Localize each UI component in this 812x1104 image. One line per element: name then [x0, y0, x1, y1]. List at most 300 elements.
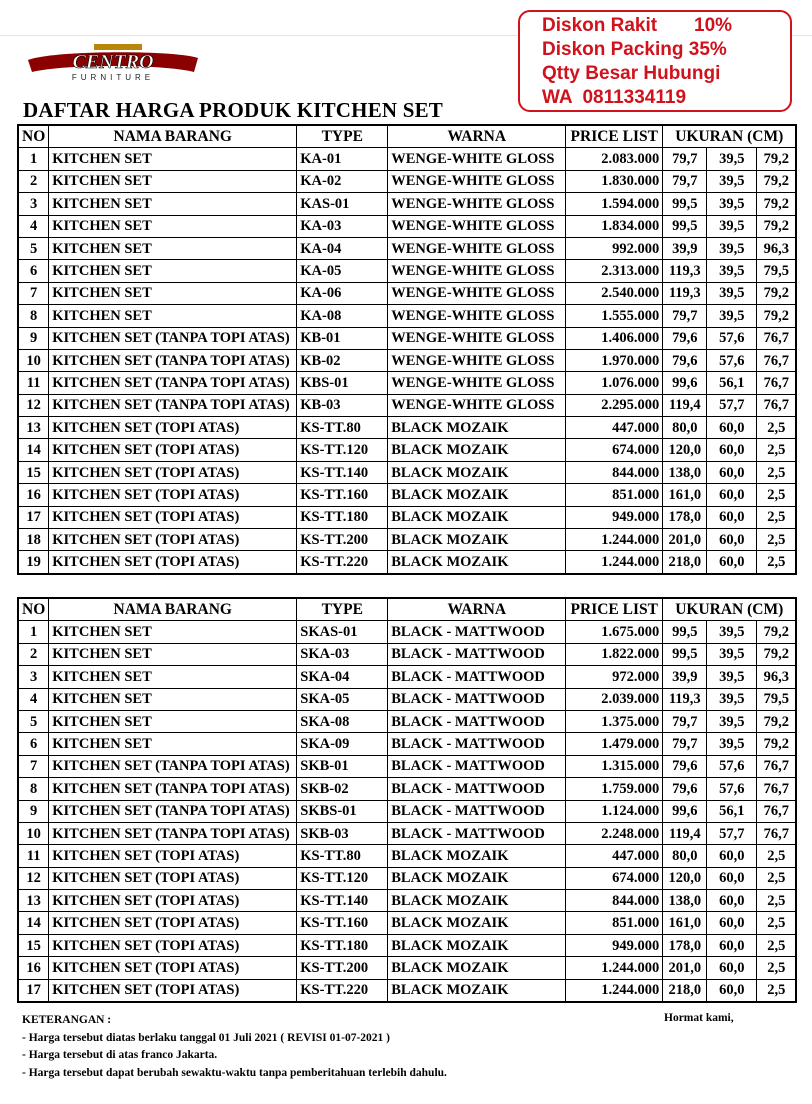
cell-price: 2.540.000	[566, 283, 663, 305]
cell-no: 5	[19, 238, 49, 260]
header-type: TYPE	[297, 126, 388, 148]
cell-height: 76,7	[757, 756, 795, 778]
header-color: WARNA	[388, 126, 566, 148]
cell-width: 60,0	[707, 868, 757, 890]
cell-type: KA-08	[297, 305, 388, 327]
cell-color: BLACK - MATTWOOD	[388, 666, 566, 688]
cell-name: KITCHEN SET (TOPI ATAS)	[49, 417, 297, 439]
cell-price: 992.000	[566, 238, 663, 260]
cell-name: KITCHEN SET (TOPI ATAS)	[49, 507, 297, 529]
brand-logo	[24, 42, 202, 82]
cell-price: 674.000	[566, 439, 663, 461]
cell-color: BLACK MOZAIK	[388, 912, 566, 934]
cell-name: KITCHEN SET (TANPA TOPI ATAS)	[49, 823, 297, 845]
cell-no: 6	[19, 733, 49, 755]
cell-color: WENGE-WHITE GLOSS	[388, 372, 566, 394]
cell-type: KS-TT.180	[297, 935, 388, 957]
cell-name: KITCHEN SET (TOPI ATAS)	[49, 957, 297, 979]
page-title: DAFTAR HARGA PRODUK KITCHEN SET	[23, 98, 444, 122]
cell-color: BLACK MOZAIK	[388, 980, 566, 1001]
cell-color: BLACK MOZAIK	[388, 845, 566, 867]
cell-price: 1.759.000	[566, 778, 663, 800]
table-header-row	[19, 126, 795, 148]
table-row	[19, 439, 795, 461]
cell-type: KA-04	[297, 238, 388, 260]
cell-price: 1.479.000	[566, 733, 663, 755]
cell-color: BLACK MOZAIK	[388, 868, 566, 890]
cell-name: KITCHEN SET (TANPA TOPI ATAS)	[49, 756, 297, 778]
footer-notes	[22, 1012, 447, 1082]
table-row	[19, 890, 795, 912]
cell-name: KITCHEN SET	[49, 216, 297, 238]
cell-no: 10	[19, 350, 49, 372]
cell-length: 79,7	[663, 711, 707, 733]
table-row	[19, 733, 795, 755]
cell-width: 39,5	[707, 193, 757, 215]
cell-type: KS-TT.80	[297, 417, 388, 439]
cell-no: 12	[19, 395, 49, 417]
cell-color: WENGE-WHITE GLOSS	[388, 328, 566, 350]
price-table-wenge	[17, 124, 797, 575]
cell-length: 178,0	[663, 507, 707, 529]
table-row	[19, 171, 795, 193]
cell-height: 2,5	[757, 484, 795, 506]
cell-name: KITCHEN SET (TANPA TOPI ATAS)	[49, 395, 297, 417]
cell-height: 2,5	[767, 554, 786, 571]
cell-width: 39,5	[707, 621, 757, 643]
cell-width: 57,6	[707, 350, 757, 372]
cell-width: 39,5	[707, 711, 757, 733]
cell-name: KITCHEN SET (TANPA TOPI ATAS)	[49, 350, 297, 372]
cell-name: KITCHEN SET	[49, 305, 297, 327]
table-row	[19, 507, 795, 529]
cell-no: 4	[19, 216, 49, 238]
cell-width: 39,5	[707, 305, 757, 327]
table-row	[19, 711, 795, 733]
cell-no: 17	[19, 507, 49, 529]
cell-no: 11	[19, 372, 49, 394]
cell-name: KITCHEN SET	[49, 644, 297, 666]
cell-length: 119,3	[663, 689, 707, 711]
table-row	[19, 484, 795, 506]
header-no: NO	[19, 126, 49, 148]
cell-length: 99,5	[663, 216, 707, 238]
cell-price: 1.244.000	[566, 551, 663, 572]
cell-price: 2.083.000	[566, 148, 663, 170]
table-header-row	[19, 599, 795, 621]
table-row	[19, 372, 795, 394]
cell-length: 119,4	[663, 823, 707, 845]
cell-color: WENGE-WHITE GLOSS	[388, 238, 566, 260]
cell-height: 79,2	[757, 193, 795, 215]
cell-color: BLACK MOZAIK	[388, 462, 566, 484]
cell-color: BLACK MOZAIK	[388, 957, 566, 979]
cell-no: 9	[19, 328, 49, 350]
cell-color: BLACK MOZAIK	[388, 551, 566, 572]
cell-color: BLACK - MATTWOOD	[388, 778, 566, 800]
cell-length: 79,6	[663, 350, 707, 372]
cell-color: WENGE-WHITE GLOSS	[388, 305, 566, 327]
cell-height: 79,2	[757, 283, 795, 305]
cell-color: WENGE-WHITE GLOSS	[388, 395, 566, 417]
cell-type: KB-02	[297, 350, 388, 372]
cell-length: 39,9	[663, 666, 707, 688]
cell-height: 2,5	[757, 845, 795, 867]
cell-width: 60,0	[707, 912, 757, 934]
cell-height: 76,7	[757, 328, 795, 350]
cell-color: BLACK MOZAIK	[388, 439, 566, 461]
cell-length: 79,6	[663, 778, 707, 800]
cell-name: KITCHEN SET (TOPI ATAS)	[49, 912, 297, 934]
cell-price: 972.000	[566, 666, 663, 688]
note-line: - Harga tersebut diatas berlaku tanggal 01 Juli 2021 ( REVISI 01-07-2021 )	[22, 1031, 391, 1044]
cell-color: BLACK - MATTWOOD	[388, 733, 566, 755]
cell-type: KS-TT.120	[297, 868, 388, 890]
table-row	[19, 260, 795, 282]
cell-price: 2.313.000	[566, 260, 663, 282]
cell-no: 14	[19, 912, 49, 934]
cell-height: 2,5	[757, 529, 795, 551]
cell-name: KITCHEN SET (TANPA TOPI ATAS)	[49, 778, 297, 800]
cell-length: 120,0	[663, 439, 707, 461]
cell-color: BLACK - MATTWOOD	[388, 801, 566, 823]
cell-type: SKA-09	[297, 733, 388, 755]
discount-notice	[518, 10, 792, 112]
cell-width: 60,0	[707, 957, 757, 979]
cell-width: 39,5	[707, 260, 757, 282]
table-row	[19, 216, 795, 238]
header-price: PRICE LIST	[566, 126, 663, 148]
cell-height: 79,5	[757, 689, 795, 711]
cell-no: 8	[19, 305, 49, 327]
cell-no: 13	[19, 417, 49, 439]
svg-text:CENTRO: CENTRO	[72, 51, 154, 73]
table-row	[19, 551, 795, 572]
cell-no: 16	[19, 957, 49, 979]
cell-price: 851.000	[566, 484, 663, 506]
cell-length: 161,0	[663, 912, 707, 934]
cell-type: KS-TT.180	[297, 507, 388, 529]
cell-height: 79,2	[757, 621, 795, 643]
cell-height: 2,5	[757, 868, 795, 890]
cell-width: 57,7	[707, 395, 757, 417]
cell-no: 9	[19, 801, 49, 823]
cell-length: 79,6	[663, 328, 707, 350]
cell-length: 119,4	[663, 395, 707, 417]
promo-line: Qtty Besar Hubungi	[542, 63, 721, 84]
cell-width: 56,1	[707, 801, 757, 823]
header-name: NAMA BARANG	[49, 126, 297, 148]
cell-name: KITCHEN SET (TOPI ATAS)	[49, 845, 297, 867]
cell-name: KITCHEN SET (TOPI ATAS)	[49, 529, 297, 551]
table-row	[19, 666, 795, 688]
cell-length: 99,6	[663, 801, 707, 823]
cell-price: 1.970.000	[566, 350, 663, 372]
cell-no: 7	[19, 756, 49, 778]
cell-no: 12	[19, 868, 49, 890]
cell-length: 80,0	[663, 845, 707, 867]
cell-color: WENGE-WHITE GLOSS	[388, 283, 566, 305]
cell-color: WENGE-WHITE GLOSS	[388, 148, 566, 170]
cell-length: 79,7	[663, 148, 707, 170]
cell-price: 844.000	[566, 890, 663, 912]
cell-price: 1.244.000	[566, 957, 663, 979]
cell-color: WENGE-WHITE GLOSS	[388, 216, 566, 238]
cell-no: 10	[19, 823, 49, 845]
header-size: UKURAN (CM)	[663, 126, 795, 148]
cell-color: BLACK MOZAIK	[388, 529, 566, 551]
cell-height: 2,5	[757, 417, 795, 439]
cell-price: 447.000	[566, 845, 663, 867]
cell-width: 60,0	[707, 935, 757, 957]
cell-type: KS-TT.200	[297, 529, 388, 551]
cell-color: BLACK - MATTWOOD	[388, 644, 566, 666]
cell-no: 6	[19, 260, 49, 282]
cell-price: 1.822.000	[566, 644, 663, 666]
table-row	[19, 148, 795, 170]
promo-line: WA 0811334119	[542, 87, 687, 108]
table-row	[19, 756, 795, 778]
cell-price: 447.000	[566, 417, 663, 439]
cell-length: 79,7	[663, 733, 707, 755]
cell-height: 79,5	[757, 260, 795, 282]
header-size: UKURAN (CM)	[663, 599, 795, 621]
cell-color: WENGE-WHITE GLOSS	[388, 171, 566, 193]
notes-label: KETERANGAN :	[22, 1014, 112, 1026]
cell-width: 57,7	[707, 823, 757, 845]
table-row	[19, 644, 795, 666]
cell-length: 99,5	[663, 193, 707, 215]
cell-price: 2.039.000	[566, 689, 663, 711]
cell-type: KS-TT.160	[297, 912, 388, 934]
cell-no: 1	[19, 621, 49, 643]
cell-height: 2,5	[757, 935, 795, 957]
cell-height: 96,3	[757, 666, 795, 688]
cell-width: 60,0	[707, 417, 757, 439]
cell-name: KITCHEN SET	[49, 689, 297, 711]
cell-height: 76,7	[757, 395, 795, 417]
cell-length: 161,0	[663, 484, 707, 506]
cell-no: 1	[19, 148, 49, 170]
cell-type: KS-TT.220	[297, 980, 388, 1001]
cell-type: KS-TT.120	[297, 439, 388, 461]
promo-line: Diskon Rakit 10%	[542, 15, 733, 36]
cell-height: 2,5	[767, 982, 786, 999]
cell-price: 1.675.000	[566, 621, 663, 643]
cell-type: KA-06	[297, 283, 388, 305]
cell-length: 119,3	[663, 260, 707, 282]
table-row	[19, 980, 795, 1001]
cell-no: 5	[19, 711, 49, 733]
cell-height: 76,7	[757, 372, 795, 394]
cell-height: 79,2	[757, 733, 795, 755]
cell-name: KITCHEN SET	[49, 711, 297, 733]
table-row	[19, 328, 795, 350]
table-row	[19, 845, 795, 867]
cell-price: 1.076.000	[566, 372, 663, 394]
table-row	[19, 417, 795, 439]
cell-width: 39,5	[707, 283, 757, 305]
cell-width: 56,1	[707, 372, 757, 394]
cell-no: 11	[19, 845, 49, 867]
cell-width: 39,5	[707, 666, 757, 688]
table-row	[19, 283, 795, 305]
svg-text:FURNITURE: FURNITURE	[71, 73, 155, 82]
cell-price: 1.124.000	[566, 801, 663, 823]
cell-name: KITCHEN SET	[49, 260, 297, 282]
cell-type: SKB-03	[297, 823, 388, 845]
cell-width: 39,5	[707, 171, 757, 193]
cell-price: 1.244.000	[566, 529, 663, 551]
cell-type: KS-TT.140	[297, 462, 388, 484]
cell-length: 120,0	[663, 868, 707, 890]
cell-price: 1.555.000	[566, 305, 663, 327]
cell-name: KITCHEN SET	[49, 238, 297, 260]
cell-type: KB-03	[297, 395, 388, 417]
cell-color: BLACK MOZAIK	[388, 507, 566, 529]
cell-width: 60,0	[707, 980, 757, 1001]
cell-height: 79,2	[757, 148, 795, 170]
cell-no: 14	[19, 439, 49, 461]
cell-height: 2,5	[757, 507, 795, 529]
cell-type: KA-05	[297, 260, 388, 282]
table-row	[19, 935, 795, 957]
cell-price: 1.834.000	[566, 216, 663, 238]
cell-color: BLACK MOZAIK	[388, 935, 566, 957]
table-row	[19, 778, 795, 800]
cell-height: 79,2	[757, 216, 795, 238]
header-price: PRICE LIST	[566, 599, 663, 621]
table-row	[19, 462, 795, 484]
cell-name: KITCHEN SET (TOPI ATAS)	[49, 551, 297, 572]
cell-price: 2.295.000	[566, 395, 663, 417]
cell-height: 76,7	[757, 778, 795, 800]
table-row	[19, 621, 795, 643]
cell-name: KITCHEN SET (TOPI ATAS)	[49, 439, 297, 461]
cell-length: 99,6	[663, 372, 707, 394]
cell-price: 1.244.000	[566, 980, 663, 1001]
cell-type: KA-03	[297, 216, 388, 238]
price-table-mattwood	[17, 597, 797, 1003]
cell-length: 218,0	[663, 980, 707, 1001]
cell-name: KITCHEN SET	[49, 733, 297, 755]
cell-type: SKA-08	[297, 711, 388, 733]
cell-type: KS-TT.80	[297, 845, 388, 867]
cell-name: KITCHEN SET (TOPI ATAS)	[49, 980, 297, 1001]
cell-no: 3	[19, 193, 49, 215]
cell-length: 79,6	[663, 756, 707, 778]
cell-type: SKA-05	[297, 689, 388, 711]
cell-name: KITCHEN SET	[49, 171, 297, 193]
cell-name: KITCHEN SET (TOPI ATAS)	[49, 868, 297, 890]
cell-name: KITCHEN SET (TOPI ATAS)	[49, 935, 297, 957]
cell-width: 60,0	[707, 529, 757, 551]
table-row	[19, 868, 795, 890]
cell-height: 79,2	[757, 171, 795, 193]
cell-no: 2	[19, 644, 49, 666]
cell-type: SKB-01	[297, 756, 388, 778]
cell-width: 60,0	[707, 890, 757, 912]
cell-length: 80,0	[663, 417, 707, 439]
table-row	[19, 350, 795, 372]
cell-price: 949.000	[566, 507, 663, 529]
cell-length: 218,0	[663, 551, 707, 572]
cell-price: 1.830.000	[566, 171, 663, 193]
cell-price: 1.315.000	[566, 756, 663, 778]
table-row	[19, 823, 795, 845]
cell-type: KS-TT.220	[297, 551, 388, 572]
cell-name: KITCHEN SET	[49, 148, 297, 170]
cell-length: 138,0	[663, 890, 707, 912]
cell-no: 19	[19, 551, 49, 572]
cell-name: KITCHEN SET (TOPI ATAS)	[49, 484, 297, 506]
cell-width: 39,5	[707, 238, 757, 260]
cell-type: SKAS-01	[297, 621, 388, 643]
cell-no: 8	[19, 778, 49, 800]
cell-color: BLACK MOZAIK	[388, 484, 566, 506]
cell-color: BLACK - MATTWOOD	[388, 621, 566, 643]
cell-width: 39,5	[707, 644, 757, 666]
table-row	[19, 912, 795, 934]
cell-width: 60,0	[707, 462, 757, 484]
cell-type: SKA-04	[297, 666, 388, 688]
cell-name: KITCHEN SET (TANPA TOPI ATAS)	[49, 372, 297, 394]
header-no: NO	[19, 599, 49, 621]
cell-type: KA-02	[297, 171, 388, 193]
cell-no: 13	[19, 890, 49, 912]
cell-length: 138,0	[663, 462, 707, 484]
header-color: WARNA	[388, 599, 566, 621]
cell-type: KS-TT.160	[297, 484, 388, 506]
cell-type: KBS-01	[297, 372, 388, 394]
closing-regards: Hormat kami,	[664, 1012, 734, 1024]
cell-type: SKBS-01	[297, 801, 388, 823]
cell-width: 39,5	[707, 148, 757, 170]
cell-width: 57,6	[707, 778, 757, 800]
cell-length: 201,0	[663, 957, 707, 979]
cell-no: 4	[19, 689, 49, 711]
cell-width: 60,0	[707, 845, 757, 867]
note-line: - Harga tersebut dapat berubah sewaktu-waktu tanpa pemberitahuan terlebih dahulu.	[22, 1066, 447, 1079]
cell-color: BLACK MOZAIK	[388, 417, 566, 439]
cell-color: BLACK - MATTWOOD	[388, 756, 566, 778]
table-row	[19, 193, 795, 215]
cell-width: 39,5	[707, 689, 757, 711]
cell-name: KITCHEN SET (TOPI ATAS)	[49, 462, 297, 484]
cell-length: 39,9	[663, 238, 707, 260]
cell-price: 1.594.000	[566, 193, 663, 215]
cell-name: KITCHEN SET (TOPI ATAS)	[49, 890, 297, 912]
cell-color: WENGE-WHITE GLOSS	[388, 193, 566, 215]
cell-price: 2.248.000	[566, 823, 663, 845]
cell-height: 2,5	[757, 957, 795, 979]
cell-height: 96,3	[757, 238, 795, 260]
cell-no: 15	[19, 935, 49, 957]
cell-length: 119,3	[663, 283, 707, 305]
cell-price: 844.000	[566, 462, 663, 484]
cell-width: 57,6	[707, 328, 757, 350]
cell-color: BLACK - MATTWOOD	[388, 823, 566, 845]
table-row	[19, 305, 795, 327]
cell-price: 1.375.000	[566, 711, 663, 733]
table-row	[19, 957, 795, 979]
cell-width: 60,0	[707, 484, 757, 506]
cell-width: 39,5	[707, 733, 757, 755]
cell-width: 60,0	[707, 439, 757, 461]
table-row	[19, 238, 795, 260]
cell-type: KS-TT.200	[297, 957, 388, 979]
cell-color: WENGE-WHITE GLOSS	[388, 350, 566, 372]
